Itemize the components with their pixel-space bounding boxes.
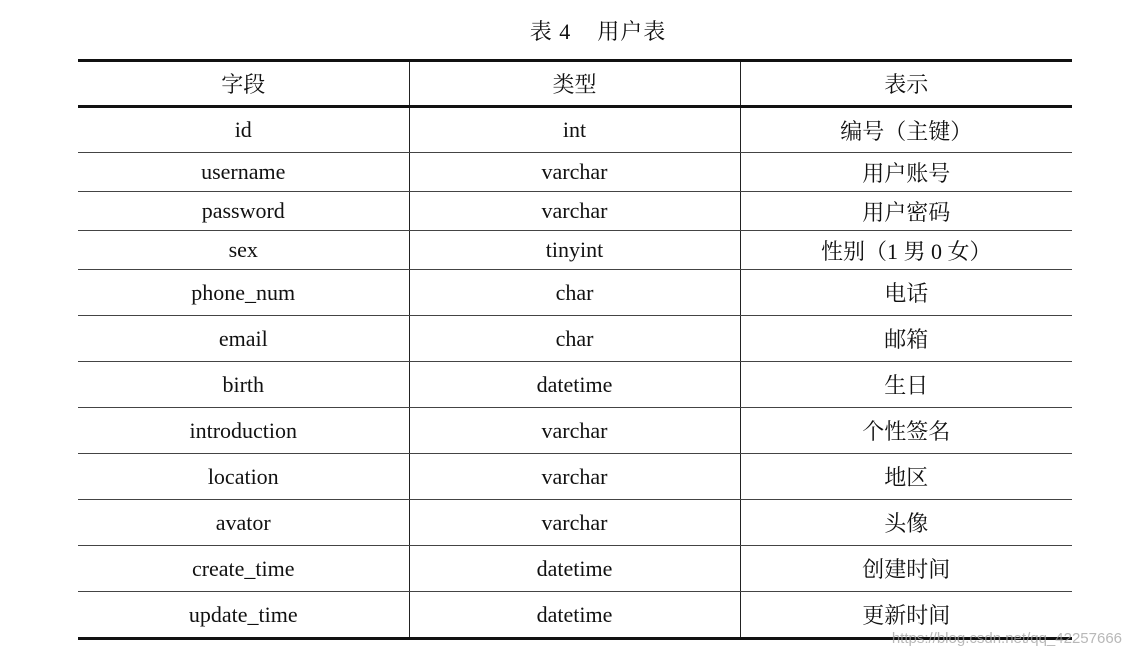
header-field: 字段 [78, 61, 409, 107]
user-table [78, 59, 1072, 640]
cell-description: 性别（1 男 0 女） [740, 231, 1072, 270]
header-description: 表示 [740, 61, 1072, 107]
table-number: 表 4 [529, 19, 572, 44]
cell-field: sex [78, 231, 409, 270]
table-row [78, 270, 1072, 316]
cell-description: 创建时间 [740, 546, 1072, 592]
cell-field: avator [78, 500, 409, 546]
cell-type: varchar [409, 500, 740, 546]
cell-field: email [78, 316, 409, 362]
cell-type: varchar [409, 153, 740, 192]
table-row [78, 231, 1072, 270]
table-row [78, 454, 1072, 500]
cell-description: 头像 [740, 500, 1072, 546]
table-row [78, 500, 1072, 546]
cell-type: datetime [409, 592, 740, 639]
cell-description: 地区 [740, 454, 1072, 500]
cell-description: 生日 [740, 362, 1072, 408]
table-row [78, 192, 1072, 231]
cell-description: 编号（主键） [740, 107, 1072, 153]
cell-field: update_time [78, 592, 409, 639]
cell-type: char [409, 270, 740, 316]
cell-field: username [78, 153, 409, 192]
table-row [78, 153, 1072, 192]
cell-field: password [78, 192, 409, 231]
table-row [78, 546, 1072, 592]
watermark: https://blog.csdn.net/qq_42257666 [891, 630, 1122, 647]
table-row [78, 316, 1072, 362]
cell-description: 电话 [740, 270, 1072, 316]
cell-type: varchar [409, 454, 740, 500]
cell-type: varchar [409, 408, 740, 454]
cell-field: create_time [78, 546, 409, 592]
cell-type: char [409, 316, 740, 362]
header-row [78, 61, 1072, 107]
table-row [78, 362, 1072, 408]
cell-description: 个性签名 [740, 408, 1072, 454]
table-caption [0, 17, 1132, 47]
cell-description: 邮箱 [740, 316, 1072, 362]
header-type: 类型 [409, 61, 740, 107]
cell-type: tinyint [409, 231, 740, 270]
cell-field: id [78, 107, 409, 153]
cell-type: int [409, 107, 740, 153]
cell-description: 用户密码 [740, 192, 1072, 231]
table-row [78, 107, 1072, 153]
table-row [78, 408, 1072, 454]
cell-field: introduction [78, 408, 409, 454]
cell-description: 用户账号 [740, 153, 1072, 192]
cell-field: phone_num [78, 270, 409, 316]
cell-field: birth [78, 362, 409, 408]
cell-type: datetime [409, 362, 740, 408]
cell-type: varchar [409, 192, 740, 231]
cell-field: location [78, 454, 409, 500]
cell-description: 更新时间 [740, 592, 1072, 639]
table-title: 用户表 [597, 19, 667, 44]
cell-type: datetime [409, 546, 740, 592]
